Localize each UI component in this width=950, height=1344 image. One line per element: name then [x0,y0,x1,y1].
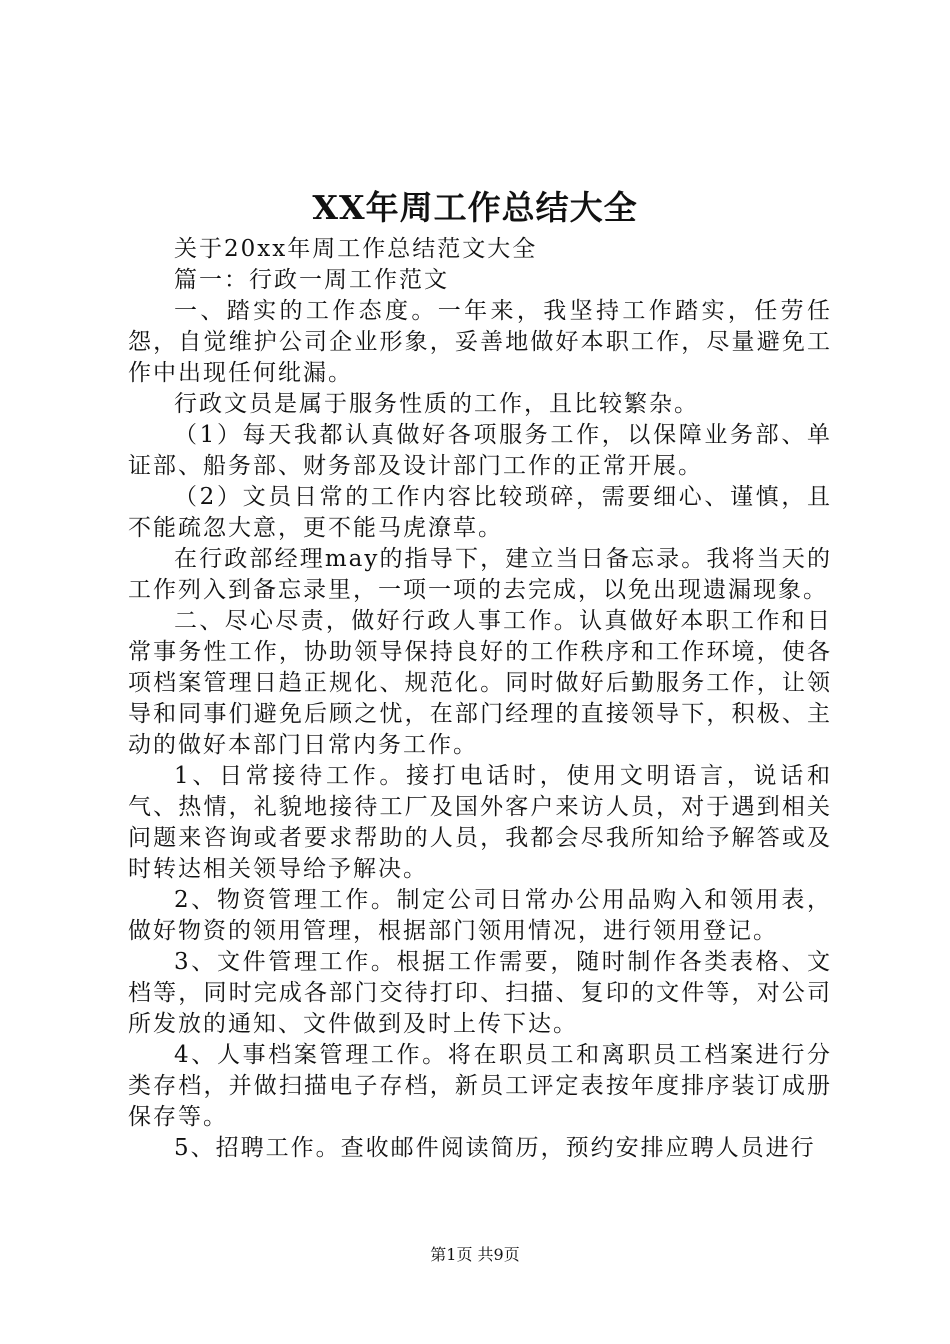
document-title: XX年周工作总结大全 [312,188,638,227]
paragraph: （1）每天我都认真做好各项服务工作，以保障业务部、单证部、船务部、财务部及设计部门工作的正常开展。 [128,422,832,479]
paragraph: （2）文员日常的工作内容比较琐碎，需要细心、谨慎，且不能疏忽大意，更不能马虎潦草。 [128,484,832,541]
paragraph: 一、踏实的工作态度。一年来，我坚持工作踏实，任劳任怨，自觉维护公司企业形象，妥善地做好本职工作，尽量避免工作中出现任何纰漏。 [128,298,832,386]
paragraph: 二、尽心尽责，做好行政人事工作。认真做好本职工作和日常事务性工作，协助领导保持良好的工作秩序和工作环境，使各项档案管理日趋正规化、规范化。同时做好后勤服务工作，让领导和同事们避免后顾之忧，在部门经理的直接领导下，积极、主动的做好本部门日常内务工作。 [128,608,832,758]
paragraph: 篇一：行政一周工作范文 [174,267,449,293]
paragraph: 在行政部经理may的指导下，建立当日备忘录。我将当天的工作列入到备忘录里，一项一项的去完成，以免出现遗漏现象。 [128,546,832,603]
paragraph: 行政文员是属于服务性质的工作，且比较繁杂。 [174,391,699,417]
paragraph: 2、物资管理工作。制定公司日常办公用品购入和领用表，做好物资的领用管理，根据部门领用情况，进行领用登记。 [128,887,832,944]
paragraph: 关于20xx年周工作总结范文大全 [174,236,538,262]
paragraph: 3、文件管理工作。根据工作需要，随时制作各类表格、文档等，同时完成各部门交待打印、扫描、复印的文件等，对公司所发放的通知、文件做到及时上传下达。 [128,949,832,1037]
page-number-footer: 第1页 共9页 [430,1245,520,1264]
paragraph: 5、招聘工作。查收邮件阅读简历，预约安排应聘人员进行 [174,1135,816,1161]
paragraph: 1、日常接待工作。接打电话时，使用文明语言，说话和气、热情，礼貌地接待工厂及国外客户来访人员，对于遇到相关问题来咨询或者要求帮助的人员，我都会尽我所知给予解答或及时转达相关领导给予解决。 [128,763,832,882]
paragraph: 4、人事档案管理工作。将在职员工和离职员工档案进行分类存档，并做扫描电子存档，新员工评定表按年度排序装订成册保存等。 [128,1042,832,1130]
document-body [128,234,832,1164]
